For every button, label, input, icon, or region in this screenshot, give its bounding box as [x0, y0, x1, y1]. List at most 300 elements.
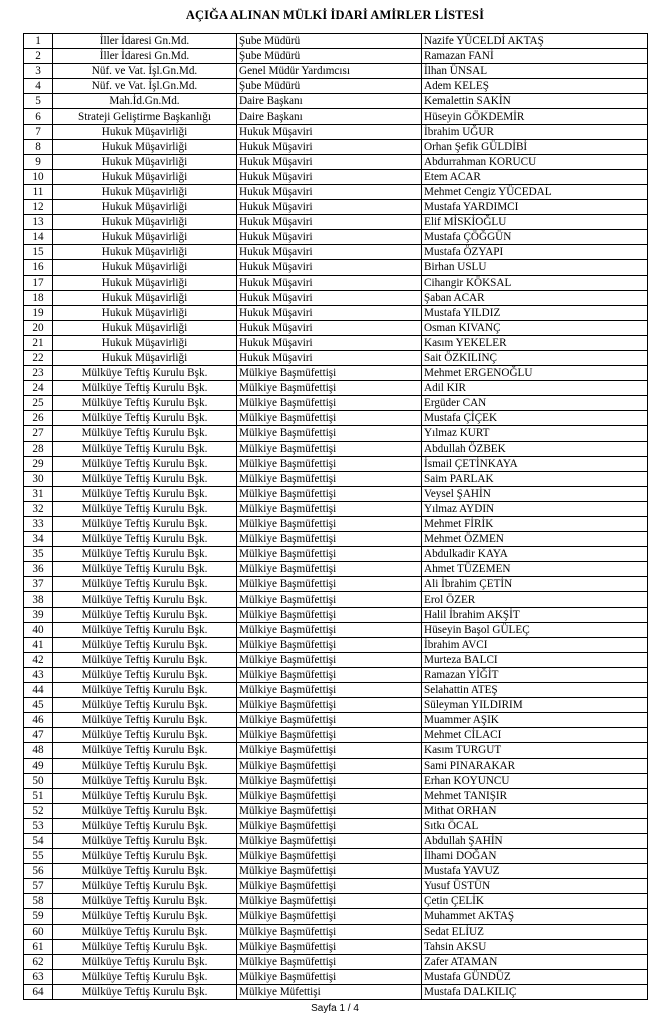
position-cell: Genel Müdür Yardımcısı [237, 64, 422, 79]
table-row [24, 547, 648, 562]
unit-cell: Nüf. ve Vat. İşl.Gn.Md. [53, 79, 237, 94]
position-cell: Mülkiye Başmüfettişi [237, 698, 422, 713]
row-number: 62 [24, 954, 53, 969]
row-number: 1 [24, 34, 53, 49]
unit-cell: Mülküye Teftiş Kurulu Bşk. [53, 773, 237, 788]
table-row [24, 456, 648, 471]
row-number: 23 [24, 366, 53, 381]
unit-cell: Mülküye Teftiş Kurulu Bşk. [53, 381, 237, 396]
row-number: 8 [24, 139, 53, 154]
name-cell: Abdullah ÖZBEK [422, 441, 648, 456]
position-cell: Hukuk Müşaviri [237, 184, 422, 199]
unit-cell: Hukuk Müşavirliği [53, 350, 237, 365]
row-number: 22 [24, 350, 53, 365]
position-cell: Hukuk Müşaviri [237, 350, 422, 365]
name-cell: Elif MİSKİOĞLU [422, 215, 648, 230]
unit-cell: Mülküye Teftiş Kurulu Bşk. [53, 562, 237, 577]
row-number: 33 [24, 517, 53, 532]
table-row [24, 200, 648, 215]
row-number: 57 [24, 879, 53, 894]
table-row [24, 562, 648, 577]
row-number: 32 [24, 501, 53, 516]
name-cell: Muhammet AKTAŞ [422, 909, 648, 924]
row-number: 61 [24, 939, 53, 954]
name-cell: Sait ÖZKILINÇ [422, 350, 648, 365]
position-cell: Mülkiye Başmüfettişi [237, 788, 422, 803]
unit-cell: Mülküye Teftiş Kurulu Bşk. [53, 456, 237, 471]
row-number: 58 [24, 894, 53, 909]
row-number: 28 [24, 441, 53, 456]
unit-cell: Mülküye Teftiş Kurulu Bşk. [53, 984, 237, 999]
table-row [24, 139, 648, 154]
name-cell: Mustafa GÜNDÜZ [422, 969, 648, 984]
row-number: 55 [24, 849, 53, 864]
row-number: 12 [24, 200, 53, 215]
row-number: 27 [24, 426, 53, 441]
position-cell: Mülkiye Başmüfettişi [237, 426, 422, 441]
position-cell: Mülkiye Başmüfettişi [237, 758, 422, 773]
row-number: 41 [24, 637, 53, 652]
name-cell: Mustafa YAVUZ [422, 864, 648, 879]
name-cell: Mustafa ÖZYAPI [422, 245, 648, 260]
table-row [24, 320, 648, 335]
row-number: 64 [24, 984, 53, 999]
position-cell: Mülkiye Başmüfettişi [237, 637, 422, 652]
unit-cell: Mülküye Teftiş Kurulu Bşk. [53, 758, 237, 773]
unit-cell: Mülküye Teftiş Kurulu Bşk. [53, 894, 237, 909]
name-cell: Saim PARLAK [422, 471, 648, 486]
name-cell: Muammer AŞIK [422, 713, 648, 728]
name-cell: Erhan KOYUNCU [422, 773, 648, 788]
position-cell: Hukuk Müşaviri [237, 290, 422, 305]
row-number: 20 [24, 320, 53, 335]
unit-cell: Mülküye Teftiş Kurulu Bşk. [53, 667, 237, 682]
position-cell: Mülkiye Başmüfettişi [237, 441, 422, 456]
row-number: 59 [24, 909, 53, 924]
row-number: 10 [24, 169, 53, 184]
name-cell: Ahmet TÜZEMEN [422, 562, 648, 577]
unit-cell: Hukuk Müşavirliği [53, 154, 237, 169]
row-number: 42 [24, 652, 53, 667]
position-cell: Mülkiye Başmüfettişi [237, 562, 422, 577]
table-row [24, 350, 648, 365]
position-cell: Mülkiye Başmüfettişi [237, 683, 422, 698]
table-row [24, 275, 648, 290]
table-row [24, 713, 648, 728]
table-row [24, 879, 648, 894]
position-cell: Hukuk Müşaviri [237, 200, 422, 215]
name-cell: Ramazan FANİ [422, 49, 648, 64]
table-row [24, 49, 648, 64]
name-cell: Hüseyin Başol GÜLEÇ [422, 622, 648, 637]
position-cell: Daire Başkanı [237, 94, 422, 109]
unit-cell: Mülküye Teftiş Kurulu Bşk. [53, 577, 237, 592]
unit-cell: Hukuk Müşavirliği [53, 124, 237, 139]
name-cell: Adil KIR [422, 381, 648, 396]
position-cell: Mülkiye Başmüfettişi [237, 532, 422, 547]
table-row [24, 290, 648, 305]
table-row [24, 637, 648, 652]
position-cell: Mülkiye Başmüfettişi [237, 622, 422, 637]
row-number: 18 [24, 290, 53, 305]
position-cell: Hukuk Müşaviri [237, 245, 422, 260]
name-cell: Zafer ATAMAN [422, 954, 648, 969]
table-body [24, 34, 648, 1000]
unit-cell: Nüf. ve Vat. İşl.Gn.Md. [53, 64, 237, 79]
table-row [24, 577, 648, 592]
unit-cell: Hukuk Müşavirliği [53, 290, 237, 305]
position-cell: Mülkiye Başmüfettişi [237, 728, 422, 743]
unit-cell: Mülküye Teftiş Kurulu Bşk. [53, 803, 237, 818]
name-cell: Selahattin ATEŞ [422, 683, 648, 698]
position-cell: Mülkiye Başmüfettişi [237, 803, 422, 818]
table-row [24, 305, 648, 320]
table-row [24, 939, 648, 954]
unit-cell: Mülküye Teftiş Kurulu Bşk. [53, 592, 237, 607]
table-row [24, 667, 648, 682]
name-cell: Mustafa DALKILIÇ [422, 984, 648, 999]
table-row [24, 773, 648, 788]
table-row [24, 909, 648, 924]
table-row [24, 215, 648, 230]
table-row [24, 94, 648, 109]
row-number: 16 [24, 260, 53, 275]
row-number: 40 [24, 622, 53, 637]
page-title: AÇIĞA ALINAN MÜLKİ İDARİ AMİRLER LİSTESİ [185, 8, 485, 22]
row-number: 47 [24, 728, 53, 743]
row-number: 38 [24, 592, 53, 607]
table-row [24, 260, 648, 275]
unit-cell: Mülküye Teftiş Kurulu Bşk. [53, 818, 237, 833]
row-number: 63 [24, 969, 53, 984]
unit-cell: Mülküye Teftiş Kurulu Bşk. [53, 366, 237, 381]
officials-table [23, 33, 648, 1000]
name-cell: Mustafa YARDIMCI [422, 200, 648, 215]
name-cell: Abdullah ŞAHİN [422, 833, 648, 848]
position-cell: Hukuk Müşaviri [237, 139, 422, 154]
name-cell: Mithat ORHAN [422, 803, 648, 818]
unit-cell: Hukuk Müşavirliği [53, 230, 237, 245]
name-cell: Sedat ELİUZ [422, 924, 648, 939]
table-row [24, 818, 648, 833]
row-number: 2 [24, 49, 53, 64]
position-cell: Mülkiye Başmüfettişi [237, 864, 422, 879]
row-number: 50 [24, 773, 53, 788]
unit-cell: İller İdaresi Gn.Md. [53, 34, 237, 49]
row-number: 11 [24, 184, 53, 199]
table-row [24, 803, 648, 818]
row-number: 45 [24, 698, 53, 713]
name-cell: Mehmet Cengiz YÜCEDAL [422, 184, 648, 199]
table-row [24, 698, 648, 713]
name-cell: İlhan ÜNSAL [422, 64, 648, 79]
table-row [24, 758, 648, 773]
unit-cell: Mülküye Teftiş Kurulu Bşk. [53, 532, 237, 547]
name-cell: Cihangir KÖKSAL [422, 275, 648, 290]
row-number: 60 [24, 924, 53, 939]
table-row [24, 788, 648, 803]
table-row [24, 124, 648, 139]
row-number: 19 [24, 305, 53, 320]
unit-cell: Mülküye Teftiş Kurulu Bşk. [53, 788, 237, 803]
name-cell: Kasım TURGUT [422, 743, 648, 758]
unit-cell: Mülküye Teftiş Kurulu Bşk. [53, 833, 237, 848]
row-number: 36 [24, 562, 53, 577]
table-row [24, 169, 648, 184]
table-row [24, 154, 648, 169]
table-row [24, 622, 648, 637]
position-cell: Mülkiye Başmüfettişi [237, 396, 422, 411]
position-cell: Hukuk Müşaviri [237, 124, 422, 139]
table-row [24, 184, 648, 199]
row-number: 43 [24, 667, 53, 682]
row-number: 44 [24, 683, 53, 698]
table-row [24, 335, 648, 350]
unit-cell: Mülküye Teftiş Kurulu Bşk. [53, 517, 237, 532]
unit-cell: Mülküye Teftiş Kurulu Bşk. [53, 683, 237, 698]
unit-cell: Hukuk Müşavirliği [53, 184, 237, 199]
name-cell: Abdurrahman KORUCU [422, 154, 648, 169]
row-number: 34 [24, 532, 53, 547]
row-number: 49 [24, 758, 53, 773]
unit-cell: Mülküye Teftiş Kurulu Bşk. [53, 849, 237, 864]
table-row [24, 486, 648, 501]
name-cell: Ramazan YİĞİT [422, 667, 648, 682]
name-cell: Etem ACAR [422, 169, 648, 184]
unit-cell: Mülküye Teftiş Kurulu Bşk. [53, 607, 237, 622]
table-row [24, 381, 648, 396]
row-number: 46 [24, 713, 53, 728]
name-cell: Veysel ŞAHİN [422, 486, 648, 501]
position-cell: Mülkiye Başmüfettişi [237, 592, 422, 607]
position-cell: Hukuk Müşaviri [237, 335, 422, 350]
position-cell: Daire Başkanı [237, 109, 422, 124]
position-cell: Mülkiye Başmüfettişi [237, 456, 422, 471]
unit-cell: Hukuk Müşavirliği [53, 335, 237, 350]
table-row [24, 833, 648, 848]
unit-cell: Mülküye Teftiş Kurulu Bşk. [53, 486, 237, 501]
name-cell: Mustafa ÇİÇEK [422, 411, 648, 426]
name-cell: Mehmet FİRİK [422, 517, 648, 532]
table-row [24, 501, 648, 516]
position-cell: Hukuk Müşaviri [237, 215, 422, 230]
table-row [24, 34, 648, 49]
position-cell: Mülkiye Başmüfettişi [237, 833, 422, 848]
unit-cell: Hukuk Müşavirliği [53, 139, 237, 154]
unit-cell: Mülküye Teftiş Kurulu Bşk. [53, 969, 237, 984]
name-cell: Mehmet ERGENOĞLU [422, 366, 648, 381]
row-number: 48 [24, 743, 53, 758]
name-cell: Birhan USLU [422, 260, 648, 275]
table-row [24, 411, 648, 426]
unit-cell: Mülküye Teftiş Kurulu Bşk. [53, 909, 237, 924]
name-cell: Halil İbrahim AKŞİT [422, 607, 648, 622]
row-number: 15 [24, 245, 53, 260]
name-cell: Murteza BALCI [422, 652, 648, 667]
row-number: 37 [24, 577, 53, 592]
table-row [24, 683, 648, 698]
row-number: 39 [24, 607, 53, 622]
unit-cell: Hukuk Müşavirliği [53, 215, 237, 230]
name-cell: Ali İbrahim ÇETİN [422, 577, 648, 592]
table-row [24, 471, 648, 486]
position-cell: Mülkiye Başmüfettişi [237, 517, 422, 532]
unit-cell: Strateji Geliştirme Başkanlığı [53, 109, 237, 124]
unit-cell: Hukuk Müşavirliği [53, 260, 237, 275]
position-cell: Mülkiye Başmüfettişi [237, 894, 422, 909]
unit-cell: Mülküye Teftiş Kurulu Bşk. [53, 426, 237, 441]
position-cell: Mülkiye Başmüfettişi [237, 939, 422, 954]
table-row [24, 64, 648, 79]
unit-cell: Mülküye Teftiş Kurulu Bşk. [53, 441, 237, 456]
name-cell: Hüseyin GÖKDEMİR [422, 109, 648, 124]
table-row [24, 230, 648, 245]
name-cell: Sıtkı ÖCAL [422, 818, 648, 833]
position-cell: Mülkiye Başmüfettişi [237, 501, 422, 516]
unit-cell: Mülküye Teftiş Kurulu Bşk. [53, 622, 237, 637]
name-cell: İlhami DOĞAN [422, 849, 648, 864]
position-cell: Hukuk Müşaviri [237, 169, 422, 184]
row-number: 13 [24, 215, 53, 230]
name-cell: Adem KELEŞ [422, 79, 648, 94]
row-number: 17 [24, 275, 53, 290]
row-number: 24 [24, 381, 53, 396]
table-row [24, 924, 648, 939]
unit-cell: Mülküye Teftiş Kurulu Bşk. [53, 396, 237, 411]
position-cell: Hukuk Müşaviri [237, 305, 422, 320]
position-cell: Mülkiye Müfettişi [237, 984, 422, 999]
position-cell: Mülkiye Başmüfettişi [237, 652, 422, 667]
unit-cell: Mülküye Teftiş Kurulu Bşk. [53, 743, 237, 758]
unit-cell: Hukuk Müşavirliği [53, 169, 237, 184]
position-cell: Mülkiye Başmüfettişi [237, 879, 422, 894]
position-cell: Mülkiye Başmüfettişi [237, 547, 422, 562]
name-cell: Mustafa ÇÖĞGÜN [422, 230, 648, 245]
row-number: 14 [24, 230, 53, 245]
table-row [24, 607, 648, 622]
position-cell: Mülkiye Başmüfettişi [237, 667, 422, 682]
row-number: 35 [24, 547, 53, 562]
unit-cell: Hukuk Müşavirliği [53, 275, 237, 290]
table-row [24, 864, 648, 879]
name-cell: Kemalettin SAKİN [422, 94, 648, 109]
name-cell: Nazife YÜCELDİ AKTAŞ [422, 34, 648, 49]
name-cell: Erol ÖZER [422, 592, 648, 607]
unit-cell: Mülküye Teftiş Kurulu Bşk. [53, 939, 237, 954]
unit-cell: Mülküye Teftiş Kurulu Bşk. [53, 954, 237, 969]
row-number: 9 [24, 154, 53, 169]
name-cell: Mustafa YILDIZ [422, 305, 648, 320]
unit-cell: Mülküye Teftiş Kurulu Bşk. [53, 652, 237, 667]
table-row [24, 652, 648, 667]
name-cell: Yılmaz AYDIN [422, 501, 648, 516]
position-cell: Mülkiye Başmüfettişi [237, 471, 422, 486]
position-cell: Mülkiye Başmüfettişi [237, 924, 422, 939]
unit-cell: Mülküye Teftiş Kurulu Bşk. [53, 637, 237, 652]
position-cell: Mülkiye Başmüfettişi [237, 954, 422, 969]
row-number: 25 [24, 396, 53, 411]
position-cell: Hukuk Müşaviri [237, 275, 422, 290]
table-row [24, 79, 648, 94]
row-number: 30 [24, 471, 53, 486]
row-number: 56 [24, 864, 53, 879]
unit-cell: Hukuk Müşavirliği [53, 245, 237, 260]
name-cell: Kasım YEKELER [422, 335, 648, 350]
position-cell: Mülkiye Başmüfettişi [237, 411, 422, 426]
unit-cell: Mülküye Teftiş Kurulu Bşk. [53, 471, 237, 486]
name-cell: Orhan Şefik GÜLDİBİ [422, 139, 648, 154]
position-cell: Mülkiye Başmüfettişi [237, 607, 422, 622]
row-number: 31 [24, 486, 53, 501]
row-number: 29 [24, 456, 53, 471]
name-cell: İbrahim AVCI [422, 637, 648, 652]
name-cell: Şaban ACAR [422, 290, 648, 305]
row-number: 53 [24, 818, 53, 833]
unit-cell: Mülküye Teftiş Kurulu Bşk. [53, 864, 237, 879]
name-cell: Mehmet ÖZMEN [422, 532, 648, 547]
name-cell: Mehmet CİLACI [422, 728, 648, 743]
row-number: 5 [24, 94, 53, 109]
unit-cell: Mülküye Teftiş Kurulu Bşk. [53, 924, 237, 939]
row-number: 54 [24, 833, 53, 848]
unit-cell: Mülküye Teftiş Kurulu Bşk. [53, 698, 237, 713]
unit-cell: Mülküye Teftiş Kurulu Bşk. [53, 547, 237, 562]
table-row [24, 532, 648, 547]
name-cell: Yusuf ÜSTÜN [422, 879, 648, 894]
unit-cell: Hukuk Müşavirliği [53, 305, 237, 320]
position-cell: Hukuk Müşaviri [237, 320, 422, 335]
unit-cell: Mülküye Teftiş Kurulu Bşk. [53, 501, 237, 516]
table-row [24, 954, 648, 969]
position-cell: Mülkiye Başmüfettişi [237, 713, 422, 728]
table-row [24, 849, 648, 864]
position-cell: Hukuk Müşaviri [237, 260, 422, 275]
row-number: 26 [24, 411, 53, 426]
table-row [24, 109, 648, 124]
name-cell: Yılmaz KURT [422, 426, 648, 441]
position-cell: Mülkiye Başmüfettişi [237, 818, 422, 833]
name-cell: Sami PINARAKAR [422, 758, 648, 773]
name-cell: Çetin ÇELİK [422, 894, 648, 909]
name-cell: İbrahim UĞUR [422, 124, 648, 139]
unit-cell: Hukuk Müşavirliği [53, 200, 237, 215]
table-row [24, 517, 648, 532]
table-row [24, 396, 648, 411]
row-number: 4 [24, 79, 53, 94]
row-number: 7 [24, 124, 53, 139]
table-row [24, 592, 648, 607]
table-row [24, 743, 648, 758]
row-number: 52 [24, 803, 53, 818]
unit-cell: İller İdaresi Gn.Md. [53, 49, 237, 64]
position-cell: Şube Müdürü [237, 79, 422, 94]
position-cell: Hukuk Müşaviri [237, 230, 422, 245]
row-number: 21 [24, 335, 53, 350]
table-row [24, 245, 648, 260]
position-cell: Şube Müdürü [237, 49, 422, 64]
unit-cell: Mülküye Teftiş Kurulu Bşk. [53, 728, 237, 743]
table-row [24, 969, 648, 984]
table-row [24, 366, 648, 381]
row-number: 3 [24, 64, 53, 79]
unit-cell: Mah.İd.Gn.Md. [53, 94, 237, 109]
position-cell: Mülkiye Başmüfettişi [237, 577, 422, 592]
position-cell: Mülkiye Başmüfettişi [237, 743, 422, 758]
position-cell: Mülkiye Başmüfettişi [237, 849, 422, 864]
unit-cell: Hukuk Müşavirliği [53, 320, 237, 335]
name-cell: Osman KIVANÇ [422, 320, 648, 335]
position-cell: Mülkiye Başmüfettişi [237, 773, 422, 788]
